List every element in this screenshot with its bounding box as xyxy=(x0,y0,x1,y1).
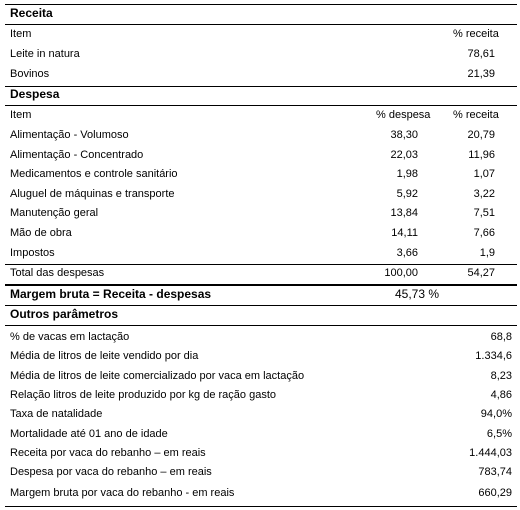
receita-column-headers xyxy=(5,25,517,44)
rule-bottom xyxy=(5,506,517,507)
param-label: Taxa de natalidade xyxy=(10,408,103,420)
list-item xyxy=(5,386,517,405)
list-item xyxy=(5,405,517,424)
row-pct-receita: 1,9 xyxy=(479,247,495,259)
outros-header xyxy=(5,306,517,325)
param-value: 1.444,03 xyxy=(469,447,512,459)
list-item xyxy=(5,463,517,482)
param-value: 8,23 xyxy=(490,370,512,382)
param-value: 1.334,6 xyxy=(475,350,512,362)
row-pct-despesa: 38,30 xyxy=(390,129,418,141)
table-row xyxy=(5,65,517,84)
col-pct-despesa: % despesa xyxy=(376,109,431,121)
margem-row xyxy=(5,286,517,305)
param-label: % de vacas em lactação xyxy=(10,331,130,343)
table-row xyxy=(5,244,517,263)
list-item xyxy=(5,444,517,463)
table-row xyxy=(5,126,517,145)
list-item xyxy=(5,328,517,347)
table-row xyxy=(5,146,517,165)
row-label: Leite in natura xyxy=(10,48,80,60)
param-label: Média de litros de leite vendido por dia xyxy=(10,350,199,362)
row-pct-receita: 1,07 xyxy=(473,168,495,180)
row-pct-receita: 11,96 xyxy=(468,149,495,161)
row-pct-despesa: 13,84 xyxy=(390,207,418,219)
row-pct-despesa: 22,03 xyxy=(390,149,418,161)
list-item xyxy=(5,367,517,386)
list-item xyxy=(5,484,517,503)
row-label: Alimentação - Concentrado xyxy=(10,149,144,161)
param-label: Mortalidade até 01 ano de idade xyxy=(10,428,168,440)
table-row xyxy=(5,185,517,204)
table-row xyxy=(5,45,517,64)
margem-value: 45,73 % xyxy=(395,287,440,301)
col-item: Item xyxy=(10,28,32,40)
total-pct-despesa: 100,00 xyxy=(384,267,418,279)
despesa-column-headers xyxy=(5,106,517,125)
table-row xyxy=(5,165,517,184)
table-row xyxy=(5,204,517,223)
receita-title: Receita xyxy=(10,6,53,20)
col-pct-receita: % receita xyxy=(453,109,499,121)
despesa-header xyxy=(5,86,517,105)
col-item: Item xyxy=(10,109,32,121)
row-label: Bovinos xyxy=(10,68,50,80)
rule-outros-title xyxy=(5,325,517,326)
despesa-title: Despesa xyxy=(10,87,60,101)
param-label: Receita por vaca do rebanho – em reais xyxy=(10,447,206,459)
total-row xyxy=(5,264,517,283)
param-label: Relação litros de leite produzido por kg de ração gasto xyxy=(10,389,276,401)
row-pct-receita: 7,66 xyxy=(473,227,495,239)
row-pct-receita: 3,22 xyxy=(473,188,495,200)
row-pct-receita: 7,51 xyxy=(473,207,495,219)
margem-label: Margem bruta = Receita - despesas xyxy=(10,287,212,301)
col-pct-receita: % receita xyxy=(453,28,499,40)
row-pct-receita: 21,39 xyxy=(467,68,495,80)
param-value: 783,74 xyxy=(478,466,512,478)
row-label: Alimentação - Volumoso xyxy=(10,129,129,141)
receita-header xyxy=(5,5,517,24)
row-pct-despesa: 1,98 xyxy=(396,168,418,180)
param-value: 4,86 xyxy=(490,389,512,401)
row-pct-receita: 78,61 xyxy=(467,48,495,60)
total-pct-receita: 54,27 xyxy=(467,267,495,279)
total-label: Total das despesas xyxy=(10,267,105,279)
param-value: 94,0% xyxy=(480,408,512,420)
row-label: Impostos xyxy=(10,247,55,259)
param-label: Despesa por vaca do rebanho – em reais xyxy=(10,466,212,478)
row-pct-receita: 20,79 xyxy=(467,129,495,141)
param-value: 6,5% xyxy=(486,428,512,440)
row-label: Manutenção geral xyxy=(10,207,99,219)
row-pct-despesa: 5,92 xyxy=(396,188,418,200)
row-label: Medicamentos e controle sanitário xyxy=(10,168,178,180)
row-label: Aluguel de máquinas e transporte xyxy=(10,188,175,200)
row-pct-despesa: 14,11 xyxy=(391,227,418,239)
param-value: 660,29 xyxy=(478,487,512,499)
row-pct-despesa: 3,66 xyxy=(396,247,418,259)
param-label: Margem bruta por vaca do rebanho - em reais xyxy=(10,487,235,499)
param-label: Média de litros de leite comercializado por vaca em lactação xyxy=(10,370,305,382)
param-value: 68,8 xyxy=(490,331,512,343)
list-item xyxy=(5,425,517,444)
list-item xyxy=(5,347,517,366)
table-row xyxy=(5,224,517,243)
outros-title: Outros parâmetros xyxy=(10,307,119,321)
row-label: Mão de obra xyxy=(10,227,72,239)
